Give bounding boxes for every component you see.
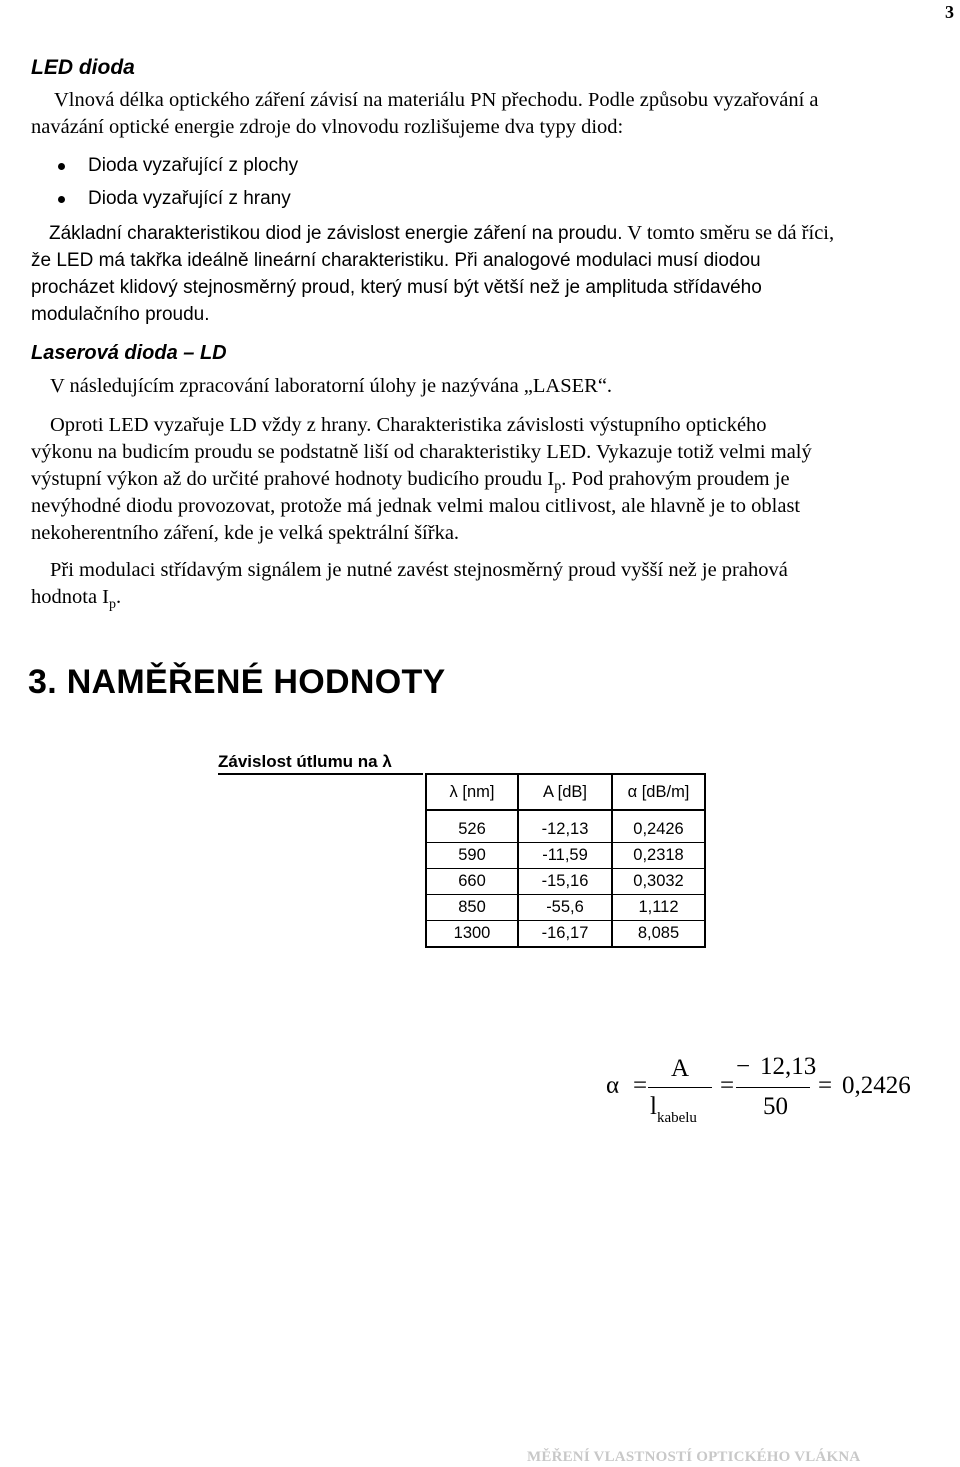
table-cell: -15,16 — [518, 869, 612, 895]
table-cell: 0,3032 — [612, 869, 705, 895]
bullet-icon — [58, 196, 65, 203]
table-cell: 8,085 — [612, 921, 705, 948]
ld-para3-line-1 — [50, 557, 788, 584]
diode-type-list — [56, 152, 298, 218]
ld-heading: Laserová dioda – LD — [31, 342, 227, 364]
list-item-label: Dioda vyzařující z hrany — [88, 188, 291, 209]
formula-denominator-value: 50 — [763, 1093, 788, 1120]
formula-equals-1: = — [633, 1072, 648, 1099]
ld-para2-text-2: výkonu na budicím proudu se podstatně liší od charakteristiky LED. Vykazuje totiž velmi malý — [31, 441, 812, 463]
ld-naming-text: V následujícím zpracování laboratorní úlohy je nazývána „LASER“. — [50, 375, 613, 397]
page-footer: MĚŘENÍ VLASTNOSTÍ OPTICKÉHO VLÁKNA — [527, 1449, 861, 1465]
fraction-bar — [648, 1087, 712, 1088]
ld-para3-text-2b: . — [116, 586, 122, 608]
led-heading: LED dioda — [31, 56, 135, 79]
formula-length: l — [650, 1093, 657, 1120]
led-intro-line-2 — [31, 114, 623, 141]
table-row — [426, 869, 705, 895]
formula-denominator-symbol — [650, 1093, 697, 1126]
ld-para2-line-5 — [31, 520, 459, 547]
table-cell: -55,6 — [518, 895, 612, 921]
led-body-text-1: Základní charakteristikou diod je závislost energie záření na proudu. — [49, 223, 623, 244]
formula-numerator-value: 12,13 — [760, 1053, 817, 1080]
led-body-line-2 — [31, 247, 761, 274]
fraction-bar — [736, 1087, 810, 1088]
table-cell: 0,2426 — [612, 817, 705, 843]
table-row — [426, 895, 705, 921]
led-body-text-2: že LED má takřka ideálně lineární charakteristiku. — [31, 250, 450, 271]
ld-para2-text-4: nevýhodné diodu provozovat, protože má jednak velmi malou citlivost, ale hlavně je to oblast — [31, 495, 801, 517]
ld-para3-line-2 — [31, 584, 121, 618]
ld-para2-text-1: Oproti LED vyzařuje LD vždy z hrany. Charakteristika závislosti výstupního optického — [50, 414, 767, 436]
led-body-text-3: procházet klidový stejnosměrný proud, který musí být větší než je amplituda střídavého — [31, 277, 762, 298]
table-header-row — [426, 774, 705, 810]
formula-equals-3: = — [818, 1072, 833, 1099]
led-body-line-4 — [31, 301, 210, 328]
led-body-text-4: modulačního proudu. — [31, 304, 210, 325]
list-item — [56, 152, 298, 185]
current-subscript: p — [554, 479, 562, 495]
led-body-tail-1: V tomto směru se dá říci, — [627, 222, 835, 244]
formula-minus: − — [736, 1053, 751, 1080]
ld-para3-text-2: hodnota I — [31, 586, 109, 608]
attenuation-table — [425, 773, 706, 948]
table-cell: -12,13 — [518, 817, 612, 843]
table-cell: 1300 — [426, 921, 518, 948]
list-item — [56, 185, 298, 218]
ld-para2-text-3b: . Pod prahovým proudem je — [561, 468, 790, 490]
table-row — [426, 921, 705, 948]
table-row — [426, 843, 705, 869]
table-cell: 660 — [426, 869, 518, 895]
table-cell: 1,112 — [612, 895, 705, 921]
formula-result: 0,2426 — [842, 1072, 911, 1099]
led-body-line-3 — [31, 274, 762, 301]
ld-para3-text-1: Při modulaci střídavým signálem je nutné zavést stejnosměrný proud vyšší než je prahová — [50, 559, 788, 581]
table-cell: 850 — [426, 895, 518, 921]
table-caption: Závislost útlumu na λ — [218, 751, 423, 775]
ld-para2-line-2 — [31, 439, 812, 466]
table-cell: 0,2318 — [612, 843, 705, 869]
ld-para2-line-1 — [50, 412, 767, 439]
bullet-icon — [58, 163, 65, 170]
ld-para2-text-3: výstupní výkon až do určité prahové hodnoty budicího proudu I — [31, 468, 555, 490]
formula-alpha: α — [606, 1072, 620, 1099]
led-body-tail-2: Při analogové modulaci musí diodou — [454, 250, 761, 271]
current-subscript: p — [109, 597, 116, 613]
formula-numerator-symbol: A — [671, 1055, 690, 1082]
list-item-label: Dioda vyzařující z plochy — [88, 155, 299, 176]
table-row — [426, 817, 705, 843]
ld-para2-line-4 — [31, 493, 800, 520]
table-cell: 590 — [426, 843, 518, 869]
ld-para2-text-5: nekoherentního záření, kde je velká spektrální šířka. — [31, 522, 460, 544]
led-intro-text-2: navázání optické energie zdroje do vlnovodu rozlišujeme dva typy diod: — [31, 116, 624, 138]
table-cell: -16,17 — [518, 921, 612, 948]
led-body-line-1 — [49, 220, 834, 247]
page-number: 3 — [945, 2, 954, 22]
table-cell: 526 — [426, 817, 518, 843]
ld-naming — [50, 373, 612, 400]
table-spacer-row — [426, 810, 705, 817]
table-cell: -11,59 — [518, 843, 612, 869]
column-header-attenuation: A [dB] — [518, 774, 612, 810]
formula-cable-subscript: kabelu — [656, 1110, 697, 1126]
led-intro-text-1: Vlnová délka optického záření závisí na materiálu PN přechodu. Podle způsobu vyzařování a — [54, 89, 819, 111]
led-intro-line-1 — [54, 87, 819, 114]
column-header-coefficient: α [dB/m] — [612, 774, 705, 810]
column-header-wavelength: λ [nm] — [426, 774, 518, 810]
formula-equals-2: = — [720, 1072, 735, 1099]
section-heading-measured: 3. NAMĚŘENÉ HODNOTY — [28, 663, 446, 701]
